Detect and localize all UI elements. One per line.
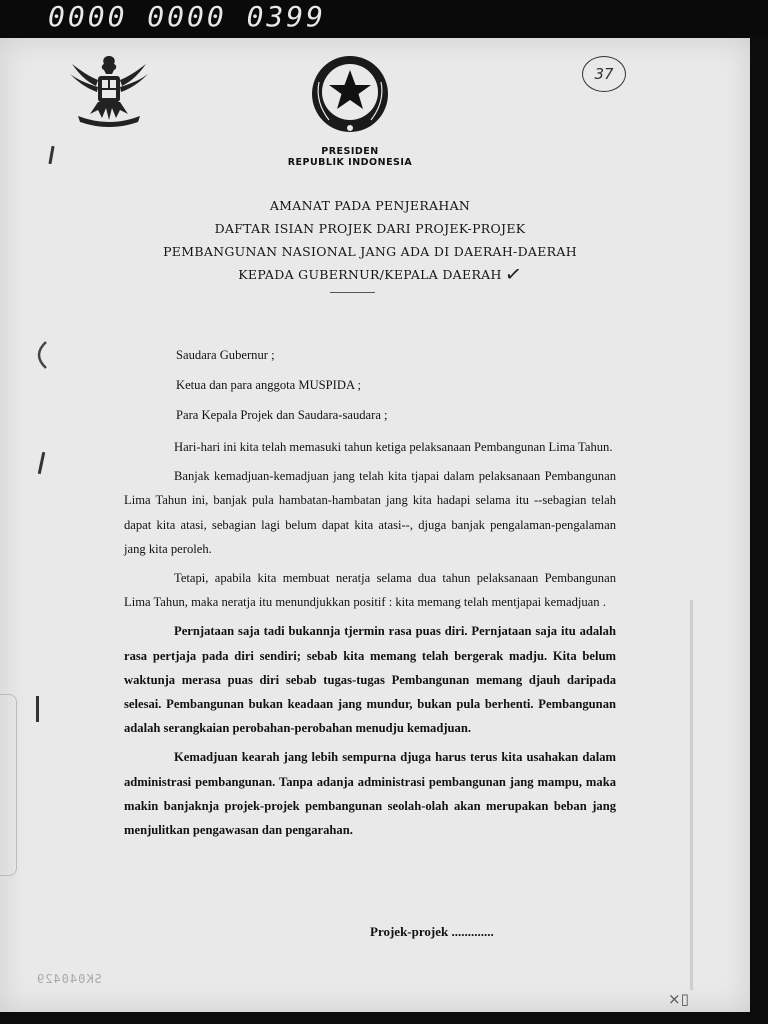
- letterhead-line-2: REPUBLIK INDONESIA: [287, 157, 413, 168]
- paragraph: Hari-hari ini kita telah memasuki tahun ketiga pelaksanaan Pembangunan Lima Tahun.: [174, 440, 613, 454]
- paragraph: Pernjataan saja tadi bukannja tjermin rasa puas diri. Pernjataan saja itu adalah rasa pertjaja pada diri sendiri; sebab kita memang telah bergerak madju. Kita belum waktunja merasa puas diri sebab tugas-tugas Pembangunan memang djauh daripada selesai. Pembangunan bukan keadaan jang mundur, bukan pula berhenti. Pembangunan adalah serangkaian perobahan-perobahan menudju kemadjuan.: [124, 624, 616, 736]
- paragraph: Tetapi, apabila kita membuat neratja selama dua tahun pelaksanaan Pembangunan Lima Tahun, maka neratja itu menundjukkan positif : kita memang telah mentjapai kemadjuan .: [124, 571, 616, 610]
- document-title: [150, 194, 590, 286]
- page-fold-shadow: [690, 600, 693, 990]
- title-line: KEPADA GUBERNUR/KEPALA DAERAH: [238, 267, 502, 282]
- salutation: Para Kepala Projek dan Saudara-saudara ;: [176, 408, 388, 422]
- garuda-emblem-icon: [68, 50, 150, 130]
- presiden-letterhead: [250, 146, 450, 168]
- title-line: PEMBANGUNAN NASIONAL JANG ADA DI DAERAH-DAERAH: [163, 244, 577, 259]
- binding-hole-mark: [30, 340, 50, 370]
- letter-body: [124, 340, 616, 842]
- salutation: Ketua dan para anggota MUSPIDA ;: [176, 378, 362, 392]
- film-frame-code: 0000 0000 0399: [48, 0, 327, 33]
- paragraph: Banjak kemadjuan-kemadjuan jang telah kita tjapai dalam pelaksanaan Pembangunan Lima Tahun ini, banjak pula hambatan-hambatan jang kita hadapi selama itu --sebagian telah dapat kita atasi, sebagian lagi belum dapat kita atasi--, djuga banjak pengalaman-pengalaman jang kita peroleh.: [124, 469, 616, 556]
- paragraph: Kemadjuan kearah jang lebih sempurna djuga harus terus kita usahakan dalam administrasi pembangunan. Tanpa adanja administrasi pembangunan jang mampu, maka makin banjaknja projek-projek pembangunan seolah-olah akan merupakan beban jang menjulitkan pengawasan dan pengarahan.: [124, 750, 616, 838]
- title-divider: [330, 292, 375, 293]
- binding-tab: [0, 694, 17, 876]
- film-strip: [0, 0, 768, 38]
- archive-stamp: SK040429: [36, 972, 102, 986]
- letterhead-line-1: PRESIDEN: [321, 146, 379, 157]
- page-bottom-edge: [0, 1012, 768, 1024]
- salutation: Saudara Gubernur ;: [176, 348, 275, 362]
- handwritten-check-icon: ✓: [503, 260, 524, 288]
- presidential-seal-icon: [307, 52, 393, 136]
- film-corner-mark: ×▯: [668, 990, 689, 1008]
- margin-mark: [36, 696, 39, 722]
- title-line: DAFTAR ISIAN PROJEK DARI PROJEK-PROJEK: [214, 221, 526, 236]
- title-line: AMANAT PADA PENJERAHAN: [269, 198, 471, 213]
- handwritten-page-number: 37: [582, 56, 626, 92]
- continuation-catchword: Projek-projek .............: [370, 924, 494, 939]
